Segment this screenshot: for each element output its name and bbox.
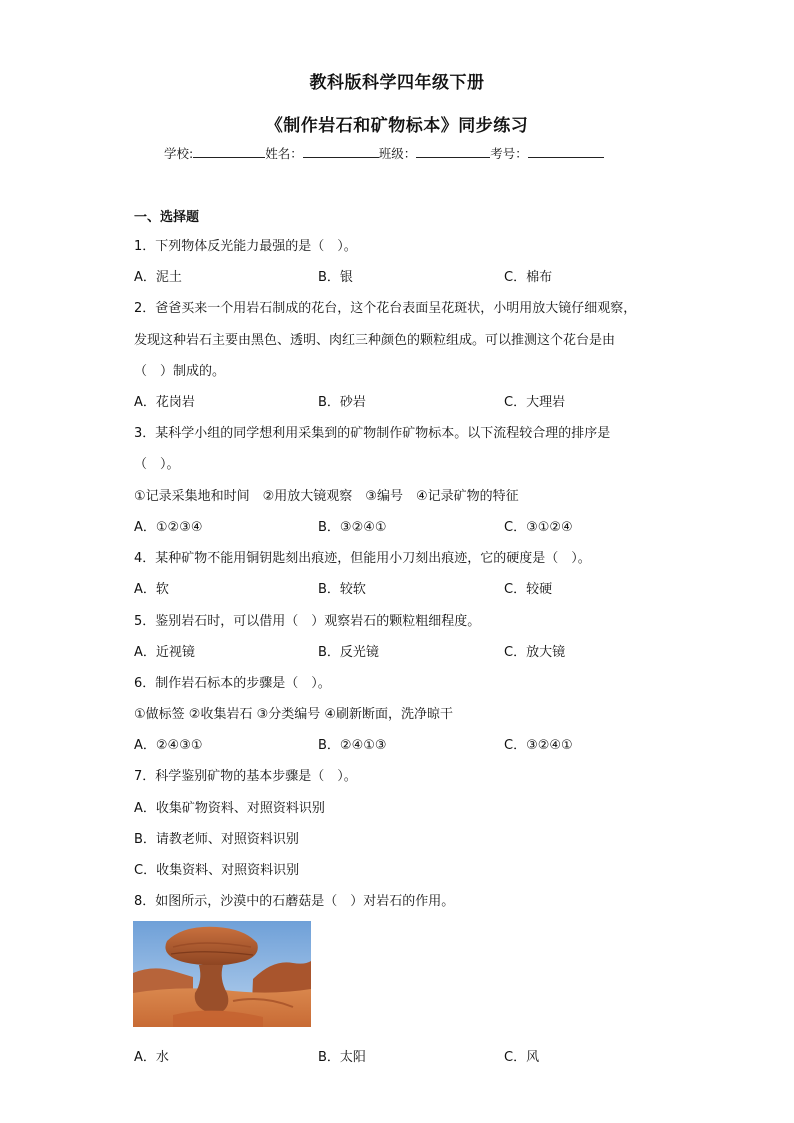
question-2-option-a: A．花岗岩 xyxy=(134,395,195,410)
school-blank xyxy=(193,145,265,158)
student-info-line xyxy=(164,144,604,162)
question-5-stem: 5．鉴别岩石时，可以借用（ ）观察岩石的颗粒粗细程度。 xyxy=(134,614,481,629)
mushroom-rock-photo xyxy=(133,921,311,1027)
question-6-option-c: C．③②④① xyxy=(504,738,573,753)
question-1-option-c: C．棉布 xyxy=(504,270,553,285)
question-5-option-c: C．放大镜 xyxy=(504,645,566,660)
name-label: 姓名： xyxy=(265,146,303,161)
class-blank xyxy=(416,145,490,158)
question-1-option-b: B．银 xyxy=(318,270,353,285)
question-3-stem-line-1: 3．某科学小组的同学想利用采集到的矿物制作矿物标本。以下流程较合理的排序是 xyxy=(134,426,611,441)
question-7-option-b: B．请教老师、对照资料识别 xyxy=(134,832,299,847)
question-7-option-c: C．收集资料、对照资料识别 xyxy=(134,863,300,878)
name-blank xyxy=(303,145,379,158)
class-label: 班级： xyxy=(378,146,417,161)
exam-number-blank xyxy=(528,145,604,158)
question-3-steps: ①记录采集地和时间 ②用放大镜观察 ③编号 ④记录矿物的特征 xyxy=(134,489,519,504)
question-2-option-c: C．大理岩 xyxy=(504,395,566,410)
question-2-option-b: B．砂岩 xyxy=(318,395,366,410)
question-2-stem-line-3: （ ）制成的。 xyxy=(134,364,226,379)
question-4-option-c: C．较硬 xyxy=(504,582,553,597)
question-3-option-b: B．③②④① xyxy=(318,520,387,535)
question-3-option-a: A．①②③④ xyxy=(134,520,203,535)
question-4-option-a: A．软 xyxy=(134,582,169,597)
question-1-stem: 1．下列物体反光能力最强的是（ ）。 xyxy=(134,239,357,254)
question-3-option-c: C．③①②④ xyxy=(504,520,573,535)
question-2-stem-line-2: 发现这种岩石主要由黑色、透明、肉红三种颜色的颗粒组成。可以推测这个花台是由 xyxy=(134,333,616,348)
question-5-option-b: B．反光镜 xyxy=(318,645,379,660)
worksheet-subtitle: 《制作岩石和矿物标本》同步练习 xyxy=(265,116,529,136)
worksheet-title: 教科版科学四年级下册 xyxy=(309,73,485,93)
exam-number-label: 考号： xyxy=(490,146,528,161)
question-3-stem-line-2: （ ）。 xyxy=(134,457,180,472)
question-5-option-a: A．近视镜 xyxy=(134,645,195,660)
question-8-option-b: B．太阳 xyxy=(318,1050,366,1065)
question-7-stem: 7．科学鉴别矿物的基本步骤是（ ）。 xyxy=(134,769,357,784)
question-6-option-b: B．②④①③ xyxy=(318,738,387,753)
question-4-option-b: B．较软 xyxy=(318,582,366,597)
school-label: 学校: xyxy=(164,146,194,161)
question-1-option-a: A．泥土 xyxy=(134,270,182,285)
question-8-option-a: A．水 xyxy=(134,1050,169,1065)
question-4-stem: 4．某种矿物不能用铜钥匙刻出痕迹，但能用小刀刻出痕迹，它的硬度是（ ）。 xyxy=(134,551,591,566)
question-8-stem: 8．如图所示，沙漠中的石蘑菇是（ ）对岩石的作用。 xyxy=(134,894,455,909)
question-6-option-a: A．②④③① xyxy=(134,738,203,753)
question-6-steps: ①做标签 ②收集岩石 ③分类编号 ④刷新断面，洗净晾干 xyxy=(134,707,454,722)
question-2-stem-line-1: 2．爸爸买来一个用岩石制成的花台，这个花台表面呈花斑状，小明用放大镜仔细观察， xyxy=(134,301,637,316)
question-8-option-c: C．风 xyxy=(504,1050,540,1065)
question-6-stem: 6．制作岩石标本的步骤是（ ）。 xyxy=(134,676,331,691)
question-7-option-a: A．收集矿物资料、对照资料识别 xyxy=(134,801,325,816)
section-heading: 一、选择题 xyxy=(134,210,200,225)
